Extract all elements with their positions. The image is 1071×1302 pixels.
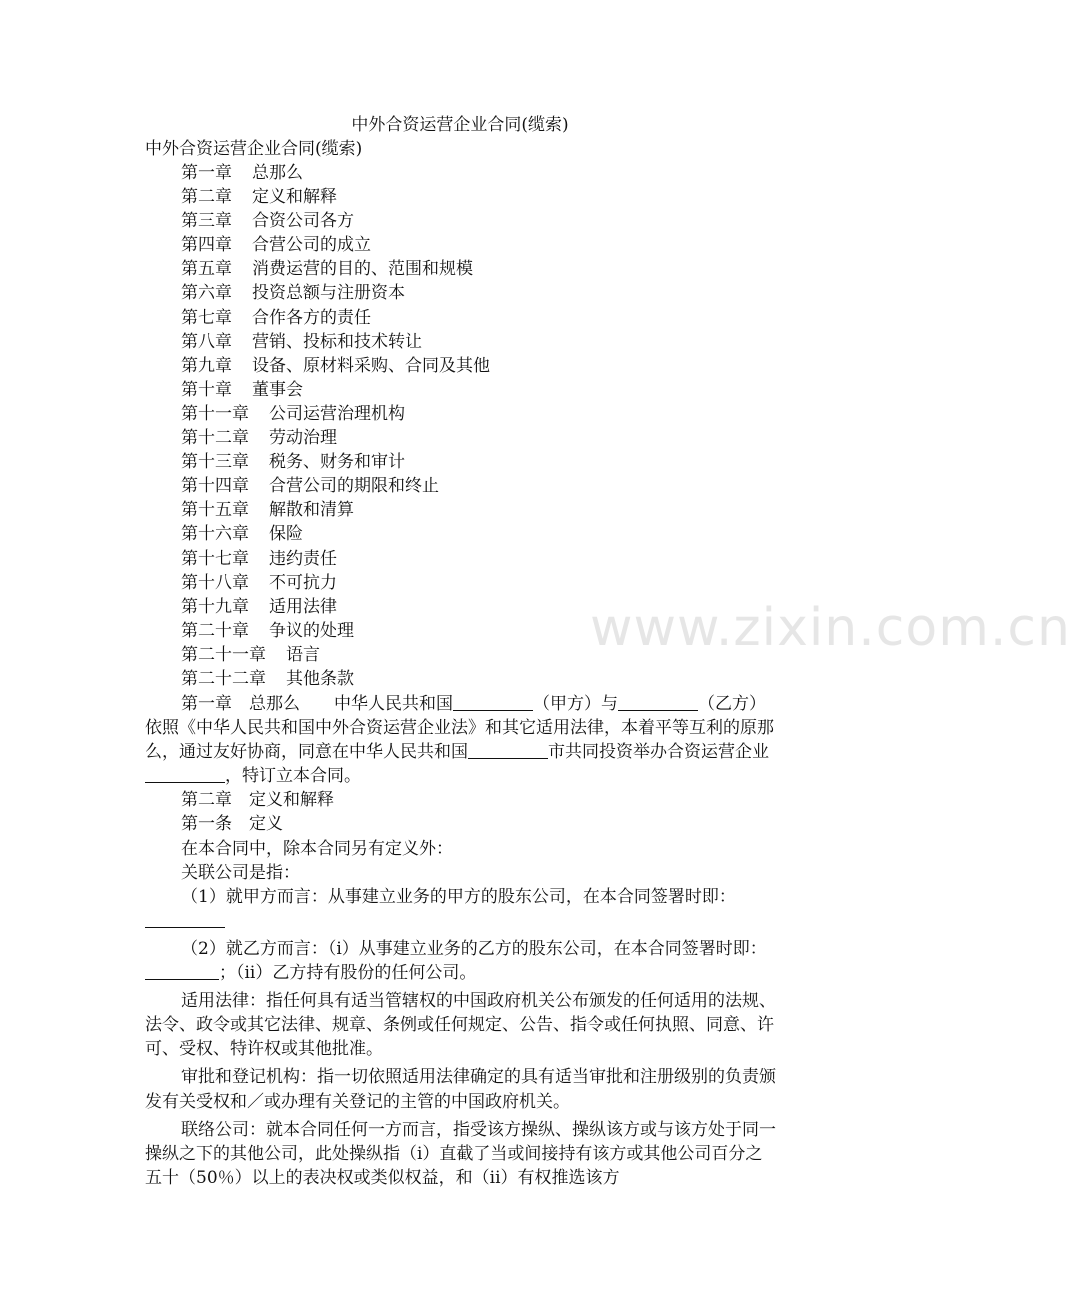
toc-chapter-title: 消费运营的目的、范围和规模: [252, 259, 473, 280]
toc-chapter-number: 第十五章: [181, 500, 249, 521]
toc-chapter-title: 总那么: [252, 163, 303, 183]
toc-chapter-number: 第五章: [181, 259, 232, 280]
toc-chapter-title: 合作各方的责任: [252, 307, 371, 328]
toc-item: [181, 595, 490, 619]
toc-chapter-title: 投资总额与注册资本: [252, 283, 405, 304]
toc-chapter-number: 第十章: [181, 379, 232, 400]
toc-chapter-title: 公司运营治理机构: [269, 403, 405, 424]
toc-chapter-title: 董事会: [252, 379, 303, 400]
toc-chapter-number: 第二章: [181, 187, 232, 208]
toc-chapter-number: 第十四章: [181, 476, 249, 497]
toc-chapter-title: 违约责任: [269, 548, 337, 569]
toc-chapter-number: 第十二章: [181, 428, 249, 449]
toc-item: [181, 306, 490, 330]
toc-item: [181, 547, 490, 571]
toc-chapter-title: 语言: [286, 644, 320, 665]
blank-field: [145, 766, 225, 783]
party-b-text-a: （2）就乙方而言：（i）从事建立业务的乙方的股东公司，在本合同签署时即：: [181, 938, 767, 959]
table-of-contents: [181, 161, 490, 691]
toc-chapter-number: 第十九章: [181, 596, 249, 617]
toc-chapter-number: 第七章: [181, 307, 232, 328]
toc-item: [181, 643, 490, 667]
contract-body: [145, 692, 777, 1190]
toc-chapter-title: 保险: [269, 524, 303, 545]
party-b-text-b: ；（ii）乙方持有股份的任何公司。: [219, 963, 477, 984]
toc-chapter-title: 合营公司的成立: [252, 235, 371, 256]
toc-item: [181, 426, 490, 450]
toc-item: [181, 185, 490, 209]
blank-field: [468, 742, 548, 759]
blank-field: [453, 694, 533, 711]
toc-item: [181, 522, 490, 546]
toc-chapter-title: 营销、投标和技术转让: [252, 331, 422, 352]
toc-chapter-number: 第二十章: [181, 620, 249, 641]
article-heading: 第一条 定义: [181, 814, 283, 835]
toc-chapter-number: 第十六章: [181, 524, 249, 545]
toc-chapter-number: 第十八章: [181, 572, 249, 593]
preamble-text-c: 市共同投资举办合资运营企业: [548, 742, 769, 763]
toc-chapter-title: 争议的处理: [269, 620, 354, 641]
toc-chapter-number: 第四章: [181, 235, 232, 256]
toc-item: [181, 209, 490, 233]
party-a-text: （1）就甲方而言：从事建立业务的甲方的股东公司，在本合同签署时即：: [181, 886, 736, 907]
paragraph-applicable-law: 适用法律：指任何具有适当管辖权的中国政府机关公布颁发的任何适用的法规、法令、政令或其它法律、规章、条例或任何规定、公告、指令或任何执照、同意、许可、受权、特许权或其他批准。: [145, 991, 776, 1060]
toc-chapter-title: 合资公司各方: [252, 211, 354, 232]
document-title: 中外合资运营企业合同(缆索): [351, 115, 569, 135]
paragraph-affiliate-party-a: [145, 885, 777, 933]
toc-item: [181, 667, 490, 691]
toc-chapter-title: 劳动治理: [269, 428, 337, 449]
toc-chapter-title: 其他条款: [286, 668, 354, 689]
toc-chapter-number: 第二十一章: [181, 644, 266, 665]
toc-item: [181, 257, 490, 281]
toc-chapter-number: 第六章: [181, 283, 232, 304]
paragraph-definitions-intro: 在本合同中，除本合同另有定义外：: [181, 838, 453, 859]
preamble-text-d: ，特订立本合同。: [225, 766, 361, 787]
paragraph-affiliate-party-b: [145, 937, 777, 985]
toc-chapter-number: 第二十二章: [181, 668, 266, 689]
preamble-text-a: （甲方）与: [533, 694, 618, 714]
toc-item: [181, 474, 490, 498]
preamble-text-b: （乙方）依照《中华人民共和国中外合资运营企业法》和其它适用法律，本着平等互利的原那么，通过友好协商，同意在中华人民共和国: [145, 694, 774, 763]
toc-item: [181, 498, 490, 522]
preamble-lead: 第一章 总那么 中华人民共和国: [181, 694, 453, 714]
toc-item: [181, 571, 490, 595]
toc-chapter-title: 适用法律: [269, 596, 337, 617]
toc-item: [181, 281, 490, 305]
chapter-heading: 第二章 定义和解释: [181, 790, 334, 811]
document-heading: 中外合资运营企业合同(缆索): [145, 139, 363, 159]
toc-item: [181, 354, 490, 378]
toc-chapter-title: 设备、原材料采购、合同及其他: [252, 355, 490, 376]
toc-chapter-number: 第十一章: [181, 403, 249, 424]
toc-item: [181, 161, 490, 185]
paragraph-affiliated-company: 联络公司：就本合同任何一方而言，指受该方操纵、操纵该方或与该方处于同一操纵之下的其他公司，此处操纵指（i）直截了当或间接持有该方或其他公司百分之五十（50％）以上的表决权或类似权益，和（ii）有权推选该方: [145, 1119, 776, 1188]
toc-chapter-number: 第八章: [181, 331, 232, 352]
toc-item: [181, 402, 490, 426]
toc-chapter-number: 第九章: [181, 355, 232, 376]
toc-chapter-title: 解散和清算: [269, 500, 354, 521]
toc-chapter-title: 税务、财务和审计: [269, 452, 405, 473]
toc-item: [181, 330, 490, 354]
paragraph-approval-authority: 审批和登记机构：指一切依照适用法律确定的具有适当审批和注册级别的负责颁发有关受权和／或办理有关登记的主管的中国政府机关。: [145, 1067, 776, 1112]
toc-chapter-number: 第十七章: [181, 548, 249, 569]
blank-field: [145, 963, 219, 980]
paragraph-affiliate-intro: 关联公司是指：: [181, 862, 300, 883]
toc-item: [181, 619, 490, 643]
toc-chapter-number: 第十三章: [181, 452, 249, 473]
toc-chapter-title: 不可抗力: [269, 572, 337, 593]
blank-field: [145, 911, 225, 928]
toc-chapter-number: 第一章: [181, 163, 232, 183]
toc-chapter-title: 合营公司的期限和终止: [269, 476, 439, 497]
toc-item: [181, 378, 490, 402]
blank-field: [618, 694, 698, 711]
watermark: www.zixin.com.cn: [590, 598, 1071, 658]
toc-item: [181, 450, 490, 474]
paragraph-preamble: [145, 692, 777, 788]
toc-chapter-number: 第三章: [181, 211, 232, 232]
toc-item: [181, 233, 490, 257]
toc-chapter-title: 定义和解释: [252, 187, 337, 208]
